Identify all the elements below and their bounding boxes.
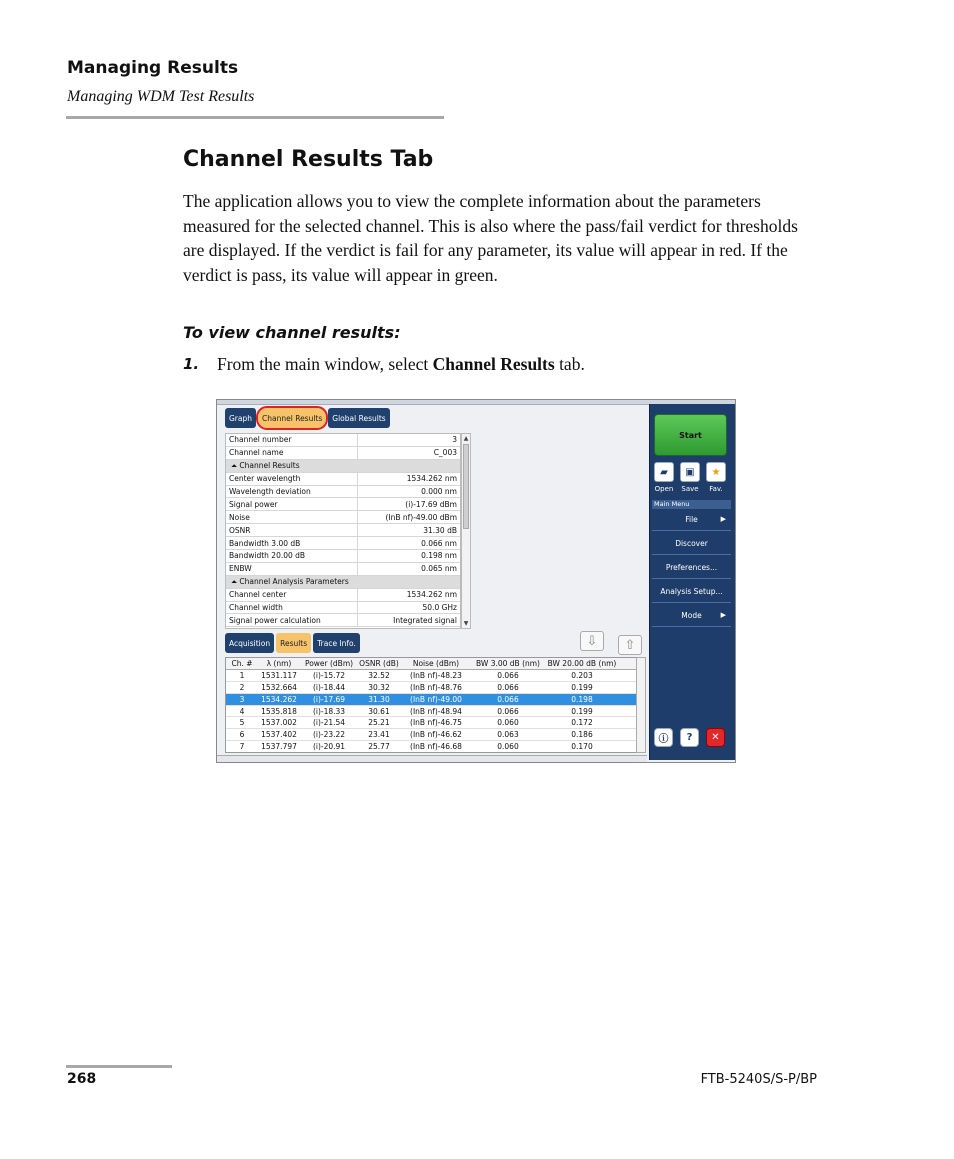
start-button[interactable]: Start — [654, 414, 727, 456]
table-cell: 1531.117 — [261, 670, 297, 680]
column-header[interactable]: Power (dBm) — [304, 658, 354, 668]
expand-up-icon[interactable]: ⇧ — [618, 635, 642, 655]
results-scrollbar[interactable] — [636, 657, 646, 753]
table-cell: 0.060 — [497, 742, 519, 752]
parameter-name: Channel number — [226, 434, 358, 446]
section-title: Channel Results Tab — [183, 147, 434, 172]
table-cell: 2 — [239, 682, 245, 692]
menu-item-label: Discover — [675, 539, 708, 548]
table-cell: (InB nf)-46.68 — [410, 742, 462, 752]
right-side-panel — [649, 404, 735, 760]
table-cell: 1534.262 — [261, 694, 297, 704]
tab-trace-info[interactable]: Trace Info. — [313, 633, 360, 653]
table-cell: (InB nf)-48.23 — [410, 670, 462, 680]
parameter-value: (InB nf)-49.00 dBm — [385, 512, 457, 522]
table-row[interactable] — [226, 670, 645, 682]
table-cell: (InB nf)-48.94 — [410, 706, 462, 716]
column-header[interactable]: OSNR (dB) — [359, 658, 399, 668]
parameter-row — [226, 563, 460, 576]
parameter-value: 3 — [452, 435, 457, 445]
parameter-name: ENBW — [226, 563, 358, 575]
tab-results[interactable]: Results — [276, 633, 311, 653]
table-cell: (i)-20.91 — [312, 742, 346, 752]
fav-label: Fav. — [709, 485, 723, 493]
parameter-name: Wavelength deviation — [226, 486, 358, 498]
table-cell: (i)-21.54 — [312, 718, 346, 728]
table-cell: 0.199 — [571, 682, 593, 692]
table-row[interactable] — [226, 694, 645, 706]
table-cell: 25.77 — [368, 742, 390, 752]
parameter-name: OSNR — [226, 524, 358, 536]
menu-item-preferences[interactable] — [652, 557, 731, 579]
table-cell: 23.41 — [368, 730, 390, 740]
column-header[interactable]: BW 20.00 dB (nm) — [547, 658, 617, 668]
procedure-title: To view channel results: — [183, 323, 401, 342]
menu-item-label: Mode — [681, 611, 702, 620]
tab-channel-results[interactable]: Channel Results — [258, 408, 326, 428]
parameter-value: (i)-17.69 dBm — [405, 499, 457, 509]
tab-acquisition[interactable]: Acquisition — [225, 633, 274, 653]
table-cell: 0.170 — [571, 742, 593, 752]
table-cell: (i)-18.44 — [312, 682, 346, 692]
column-header[interactable]: λ (nm) — [266, 658, 292, 668]
parameter-row — [226, 537, 460, 550]
parameter-row — [226, 473, 460, 486]
table-cell: (InB nf)-46.75 — [410, 718, 462, 728]
table-row[interactable] — [226, 729, 645, 741]
submenu-arrow-icon: ▶ — [720, 611, 726, 619]
column-header[interactable]: BW 3.00 dB (nm) — [476, 658, 540, 668]
parameter-value: 0.000 nm — [421, 487, 457, 496]
running-header-section: Managing Results — [67, 58, 239, 78]
parameter-value: 0.065 nm — [421, 564, 457, 574]
table-row[interactable] — [226, 706, 645, 718]
intro-paragraph: The application allows you to view the complete information about the parameters measured for the selected channel. This is also where the pass/fail verdict for thresholds are displayed. If the verdict is fail for any parameter, its value will appear in red. If the verdict is pass, its value will appear in green. — [183, 191, 798, 285]
table-cell: 4 — [239, 706, 245, 716]
table-cell: (InB nf)-48.76 — [410, 682, 462, 692]
table-cell: (i)-23.22 — [312, 730, 346, 740]
status-bar — [217, 755, 647, 762]
parameter-value: Integrated signal — [393, 615, 457, 625]
table-row[interactable] — [226, 741, 645, 753]
parameter-name: Signal power calculation — [226, 614, 358, 626]
column-header[interactable]: Noise (dBm) — [412, 658, 460, 668]
collapse-down-icon[interactable]: ⇩ — [580, 631, 604, 651]
main-menu-header: Main Menu — [652, 500, 731, 509]
header-rule — [66, 116, 444, 119]
parameter-row — [226, 498, 460, 511]
parameter-name: Channel name — [226, 447, 358, 459]
parameter-group-row[interactable] — [226, 576, 460, 589]
table-cell: 0.063 — [497, 730, 519, 740]
close-icon[interactable]: ✕ — [706, 728, 725, 747]
power-info-icon[interactable]: ⓘ — [654, 728, 673, 747]
column-header[interactable]: Ch. # — [231, 658, 253, 668]
product-model: FTB-5240S/S-P/BP — [700, 1072, 817, 1087]
table-cell: (InB nf)-49.00 — [410, 694, 462, 704]
table-cell: 0.066 — [497, 706, 519, 716]
menu-item-discover[interactable] — [652, 533, 731, 555]
parameter-row — [226, 602, 460, 615]
table-cell: (i)-18.33 — [312, 706, 346, 716]
parameter-name: Signal power — [226, 498, 358, 510]
table-header-row — [226, 658, 645, 670]
table-cell: (i)-15.72 — [312, 670, 346, 680]
parameter-name: Bandwidth 20.00 dB — [226, 550, 358, 562]
table-cell: 31.30 — [368, 694, 390, 704]
help-icon[interactable]: ? — [680, 728, 699, 747]
result-tabs — [225, 633, 362, 653]
parameter-row — [226, 486, 460, 499]
parameter-name: Channel width — [226, 602, 358, 614]
page-number: 268 — [67, 1071, 97, 1087]
table-cell: 7 — [239, 742, 245, 752]
menu-item-label: Preferences... — [665, 563, 718, 572]
table-cell: 0.172 — [571, 718, 593, 728]
table-cell: 1537.797 — [261, 742, 297, 752]
table-cell: 32.52 — [368, 670, 390, 680]
favorite-star-icon[interactable]: ★ — [706, 462, 726, 482]
parameter-value: 1534.262 nm — [406, 590, 457, 600]
table-cell: 1537.402 — [261, 730, 297, 740]
parameters-scrollbar[interactable] — [461, 433, 471, 629]
parameter-name: Bandwidth 3.00 dB — [226, 537, 358, 549]
menu-item-label: Analysis Setup... — [660, 587, 723, 596]
parameter-value: 0.198 nm — [421, 551, 457, 561]
scroll-up-icon[interactable]: ▲ — [463, 435, 469, 442]
tab-graph[interactable]: Graph — [225, 408, 256, 428]
parameter-row — [226, 524, 460, 537]
parameter-value: 31.30 dB — [423, 525, 457, 535]
table-cell: 5 — [239, 718, 245, 728]
parameter-row — [226, 589, 460, 602]
menu-item-mode[interactable] — [652, 605, 731, 627]
table-cell: 30.61 — [368, 706, 390, 716]
table-cell: (InB nf)-46.62 — [410, 730, 462, 740]
scroll-thumb[interactable] — [463, 444, 469, 529]
open-folder-icon[interactable]: ▰ — [654, 462, 674, 482]
save-disk-icon[interactable]: ▣ — [680, 462, 700, 482]
table-cell: 6 — [239, 730, 245, 740]
parameter-value: 0.066 nm — [421, 538, 457, 548]
parameter-row — [226, 434, 460, 447]
parameter-value: 1534.262 nm — [406, 474, 457, 484]
submenu-arrow-icon: ▶ — [720, 515, 726, 523]
step-text — [217, 354, 585, 375]
table-cell: 1532.664 — [261, 682, 297, 692]
parameter-name: ⏶ Channel Results — [231, 460, 300, 470]
parameter-row — [226, 614, 460, 627]
menu-item-label: File — [685, 515, 698, 524]
table-cell: 0.066 — [497, 670, 519, 680]
tab-global-results[interactable]: Global Results — [328, 408, 389, 428]
parameter-row — [226, 511, 460, 524]
table-cell: 0.203 — [571, 670, 593, 680]
parameter-row — [226, 550, 460, 563]
menu-item-file[interactable] — [652, 509, 731, 531]
table-cell: 0.199 — [571, 706, 593, 716]
channel-parameters-table — [225, 433, 461, 629]
table-row[interactable] — [226, 682, 645, 694]
table-cell: 0.060 — [497, 718, 519, 728]
table-cell: 0.198 — [571, 694, 593, 704]
table-cell: 0.186 — [571, 730, 593, 740]
parameter-row — [226, 447, 460, 460]
table-cell: (i)-17.69 — [312, 694, 346, 704]
table-cell: 30.32 — [368, 682, 390, 692]
table-cell: 1535.818 — [261, 706, 297, 716]
step-text-bold: Channel Results — [432, 354, 555, 374]
table-cell: 0.066 — [497, 694, 519, 704]
step-number: 1. — [183, 355, 200, 373]
table-cell: 25.21 — [368, 718, 390, 728]
open-label: Open — [654, 485, 674, 493]
table-cell: 3 — [239, 694, 245, 704]
table-row[interactable] — [226, 717, 645, 729]
screenshot-channel-results — [216, 399, 736, 763]
table-cell: 0.066 — [497, 682, 519, 692]
table-cell: 1537.002 — [261, 718, 297, 728]
table-cell: 1 — [239, 670, 245, 680]
menu-item-analysis-setup[interactable] — [652, 581, 731, 603]
running-header-subsection: Managing WDM Test Results — [67, 88, 255, 105]
parameter-name: ⏶ Channel Analysis Parameters — [231, 576, 349, 586]
step-text-pre: From the main window, select — [217, 354, 433, 374]
step-text-post: tab. — [554, 354, 585, 374]
view-tabs — [225, 408, 392, 428]
parameter-name: Center wavelength — [226, 473, 358, 485]
scroll-down-icon[interactable]: ▼ — [463, 620, 469, 627]
footer-rule — [66, 1065, 172, 1068]
parameter-value: 50.0 GHz — [422, 603, 457, 613]
save-label: Save — [681, 485, 699, 493]
parameter-value: C_003 — [433, 448, 457, 458]
parameter-name: Noise — [226, 511, 358, 523]
parameter-group-row[interactable] — [226, 460, 460, 473]
channel-results-table — [225, 657, 646, 753]
parameter-name: Channel center — [226, 589, 358, 601]
